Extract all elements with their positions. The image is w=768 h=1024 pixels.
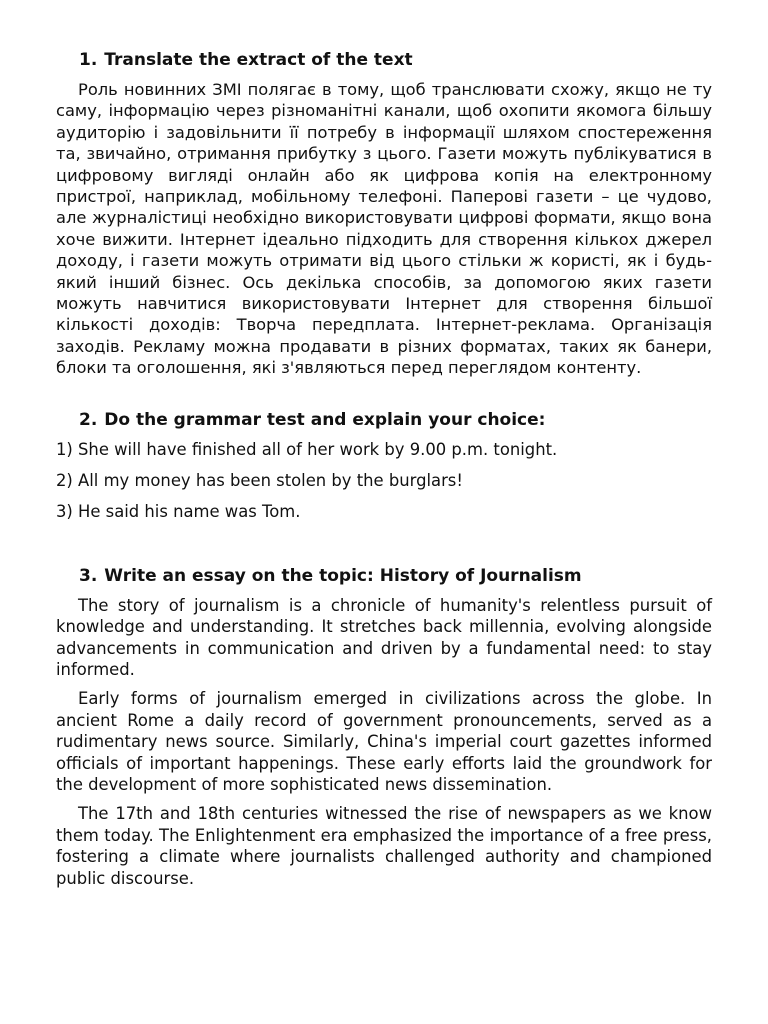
section-2-number: 2. bbox=[79, 409, 98, 430]
translation-paragraph: Роль новинних ЗМІ полягає в тому, щоб транслювати схожу, якщо не ту саму, інформацію через різноманітні канали, щоб охопити якомога більшу аудиторію і задовільнити її потребу в інформації шляхом спостереження та, звичайно, отримання прибутку з цього. Газети можуть публікуватися в цифровому вигляді онлайн або як цифрова копія на електронному пристрої, наприклад, мобільному телефоні. Паперові газети – це чудово, але журналістиці необхідно використовувати цифрові формати, якщо вона хоче вижити. Інтернет ідеально підходить для створення кількох джерел доходу, і газети можуть отримати від цього стільки ж користі, як і будь-який інший бізнес. Ось декілька способів, за допомогою яких газети можуть навчитися використовувати Інтернет для створення більшої кількості доходів: Творча передплата. Інтернет-реклама. Організація заходів. Рекламу можна продавати в різних форматах, таких як банери, блоки та оголошення, які з'являються перед переглядом контенту. bbox=[56, 80, 712, 378]
essay-paragraph-2: Early forms of journalism emerged in civilizations across the globe. In ancient Rome a daily record of government pronouncements, served as a rudimentary news source. Similarly, China's imperial court gazettes informed officials of important happenings. These early efforts laid the groundwork for the development of more sophisticated news dissemination. bbox=[56, 689, 712, 794]
section-3-heading bbox=[56, 565, 712, 587]
grammar-item-3: 3) He said his name was Tom. bbox=[56, 501, 301, 521]
section-1-number: 1. bbox=[79, 50, 98, 70]
grammar-item-2: 2) All my money has been stolen by the burglars! bbox=[56, 470, 463, 490]
essay-paragraph-3: The 17th and 18th centuries witnessed the rise of newspapers as we know them today. The Enlightenment era emphasized the importance of a free press, fostering a climate where journalists challenged authority and championed public discourse. bbox=[56, 804, 712, 888]
section-1-heading bbox=[56, 49, 712, 71]
section-3-number: 3. bbox=[79, 565, 98, 586]
essay-paragraph-1: The story of journalism is a chronicle of humanity's relentless pursuit of knowledge and understanding. It stretches back millennia, evolving alongside advancements in communication and driven by a fundamental need: to stay informed. bbox=[56, 595, 712, 679]
section-2-title: Do the grammar test and explain your choice: bbox=[104, 409, 546, 430]
section-3-title: Write an essay on the topic: History of Journalism bbox=[104, 565, 582, 586]
grammar-item-1: 1) She will have finished all of her work by 9.00 p.m. tonight. bbox=[56, 439, 558, 459]
section-2-heading bbox=[56, 409, 712, 431]
section-1-title: Translate the extract of the text bbox=[104, 50, 413, 70]
